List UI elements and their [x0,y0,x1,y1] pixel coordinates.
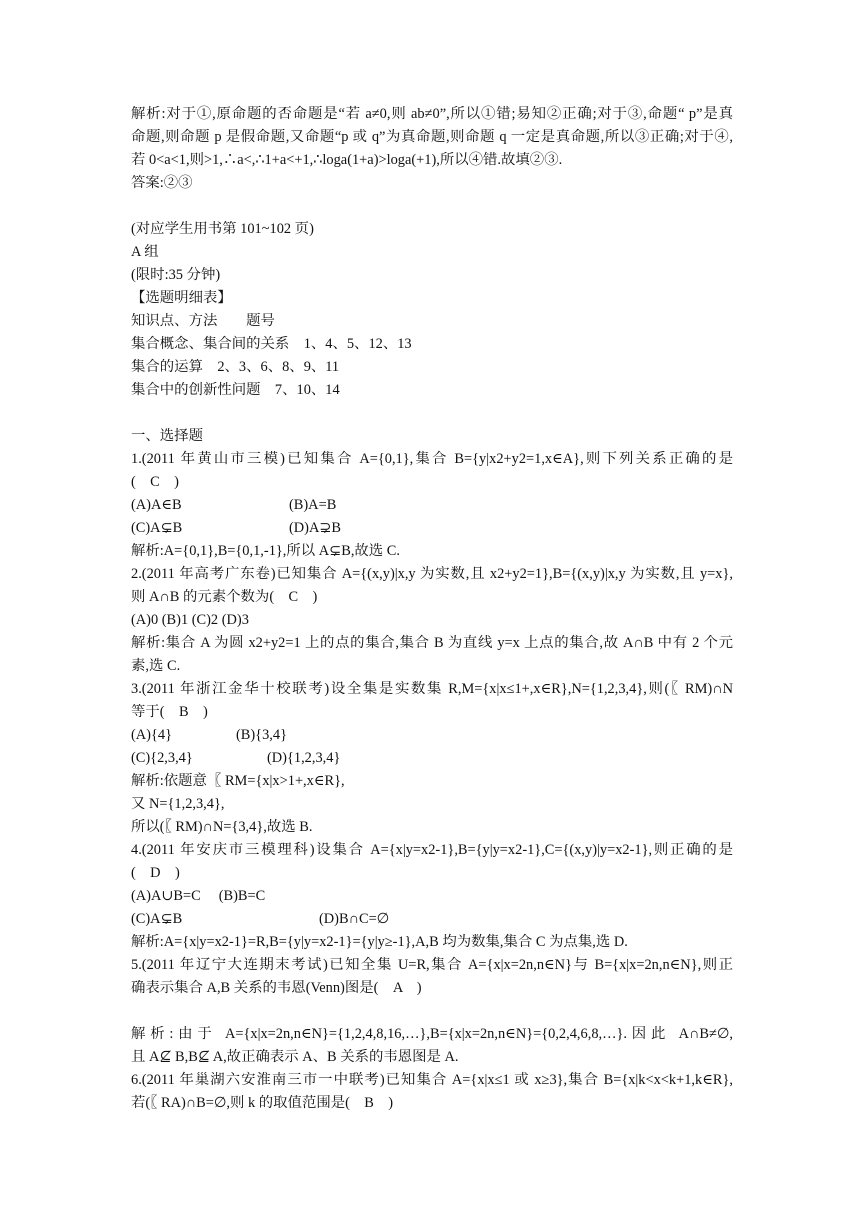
question-analysis: 所以(〖 RM)∩N={3,4},故选 B. [131,819,313,835]
analysis-line: 命题,则命题 p 是假命题,又命题“p 或 q”为真命题,则命题 q 一定是真命题,所以③正确;对于④, [131,129,733,145]
question-stem: 6.(2011 年巢湖六安淮南三市一中联考)已知集合 A={x|x≤1 或 x≥3},集合 B={x|k<x<k+1,k∈R}, [131,1072,733,1088]
option-c: (C){2,3,4} [131,750,193,766]
option-d: (D){1,2,3,4} [267,750,341,766]
table-row: 集合中的创新性问题 7、10、14 [131,382,340,398]
question-stem: 若(〖 RA)∩B=∅,则 k 的取值范围是( B ) [131,1095,394,1111]
question-stem: 确表示集合 A,B 关系的韦恩(Venn)图是( A ) [131,980,422,996]
question-stem: 4.(2011 年安庆市三模理科)设集合 A={x|y=x2-1},B={y|y=x2-1},C={(x,y)|y=x2-1},则正确的是 [131,842,733,858]
option-b: (B)A=B [289,497,337,513]
question-analysis: 解析:A={x|y=x2-1}=R,B={y|y=x2-1}={y|y≥-1},A,B 均为数集,集合 C 为点集,选 D. [131,934,628,950]
option-a: (A){4} [131,727,172,743]
question-options: (A)0 (B)1 (C)2 (D)3 [131,612,249,628]
question-stem: 5.(2011 年辽宁大连期末考试)已知全集 U=R,集合 A={x|x=2n,n∈N}与 B={x|x=2n,n∈N},则正 [131,957,733,973]
time-limit: (限时:35 分钟) [131,267,221,283]
group-label: A 组 [131,244,159,260]
question-analysis: 解析:由于 A={x|x=2n,n∈N}={1,2,4,8,16,…},B={x|x=2n,n∈N}={0,2,4,6,8,…}.因此 A∩B≠∅, [131,1026,733,1042]
question-stem: 2.(2011 年高考广东卷)已知集合 A={(x,y)|x,y 为实数,且 x2+y2=1},B={(x,y)|x,y 为实数,且 y=x}, [131,566,733,582]
question-analysis: 又 N={1,2,3,4}, [131,796,225,812]
options-ab: (A)A∪B=C (B)B=C [131,888,266,904]
question-analysis: 解析:依题意〖 RM={x|x>1+,x∈R}, [131,773,345,789]
option-d: (D)A⊋B [289,520,342,536]
question-stem: ( D ) [131,865,180,881]
option-a: (A)A∈B [131,497,182,513]
option-c: (C)A⊊B [131,911,183,927]
question-analysis: 解析:集合 A 为圆 x2+y2=1 上的点的集合,集合 B 为直线 y=x 上点的集合,故 A∩B 中有 2 个元 [131,635,733,651]
page-reference: (对应学生用书第 101~102 页) [131,221,314,237]
question-stem: 3.(2011 年浙江金华十校联考)设全集是实数集 R,M={x|x≤1+,x∈R},N={1,2,3,4},则(〖 RM)∩N [131,681,733,697]
table-row: 集合的运算 2、3、6、8、9、11 [131,359,340,375]
question-stem: 等于( B ) [131,704,208,720]
table-title: 【选题明细表】 [131,290,232,306]
table-row: 集合概念、集合间的关系 1、4、5、12、13 [131,336,412,352]
answer-line: 答案:②③ [131,175,193,191]
analysis-line: 解析:对于①,原命题的否命题是“若 a≠0,则 ab≠0”,所以①错;易知②正确;对于③,命题“ p”是真 [131,106,733,122]
option-d: (D)B∩C=∅ [319,911,390,927]
question-stem: 1.(2011 年黄山市三模)已知集合 A={0,1},集合 B={y|x2+y2=1,x∈A},则下列关系正确的是 [131,451,733,467]
analysis-line: 若 0<a<1,则>1,∴a<,∴1+a<+1,∴loga(1+a)>loga(+1),所以④错.故填②③. [131,152,563,168]
question-answer: ( C ) [131,474,179,490]
option-b: (B){3,4} [236,727,287,743]
section-title: 一、选择题 [131,428,203,444]
option-c: (C)A⊊B [131,520,183,536]
question-analysis: 素,选 C. [131,658,181,674]
question-analysis: 且 A⊈ B,B⊈ A,故正确表示 A、B 关系的韦恩图是 A. [131,1049,459,1065]
question-stem: 则 A∩B 的元素个数为( C ) [131,589,318,605]
question-analysis: 解析:A={0,1},B={0,1,-1},所以 A⊊B,故选 C. [131,543,400,559]
table-header: 知识点、方法 题号 [131,313,275,329]
